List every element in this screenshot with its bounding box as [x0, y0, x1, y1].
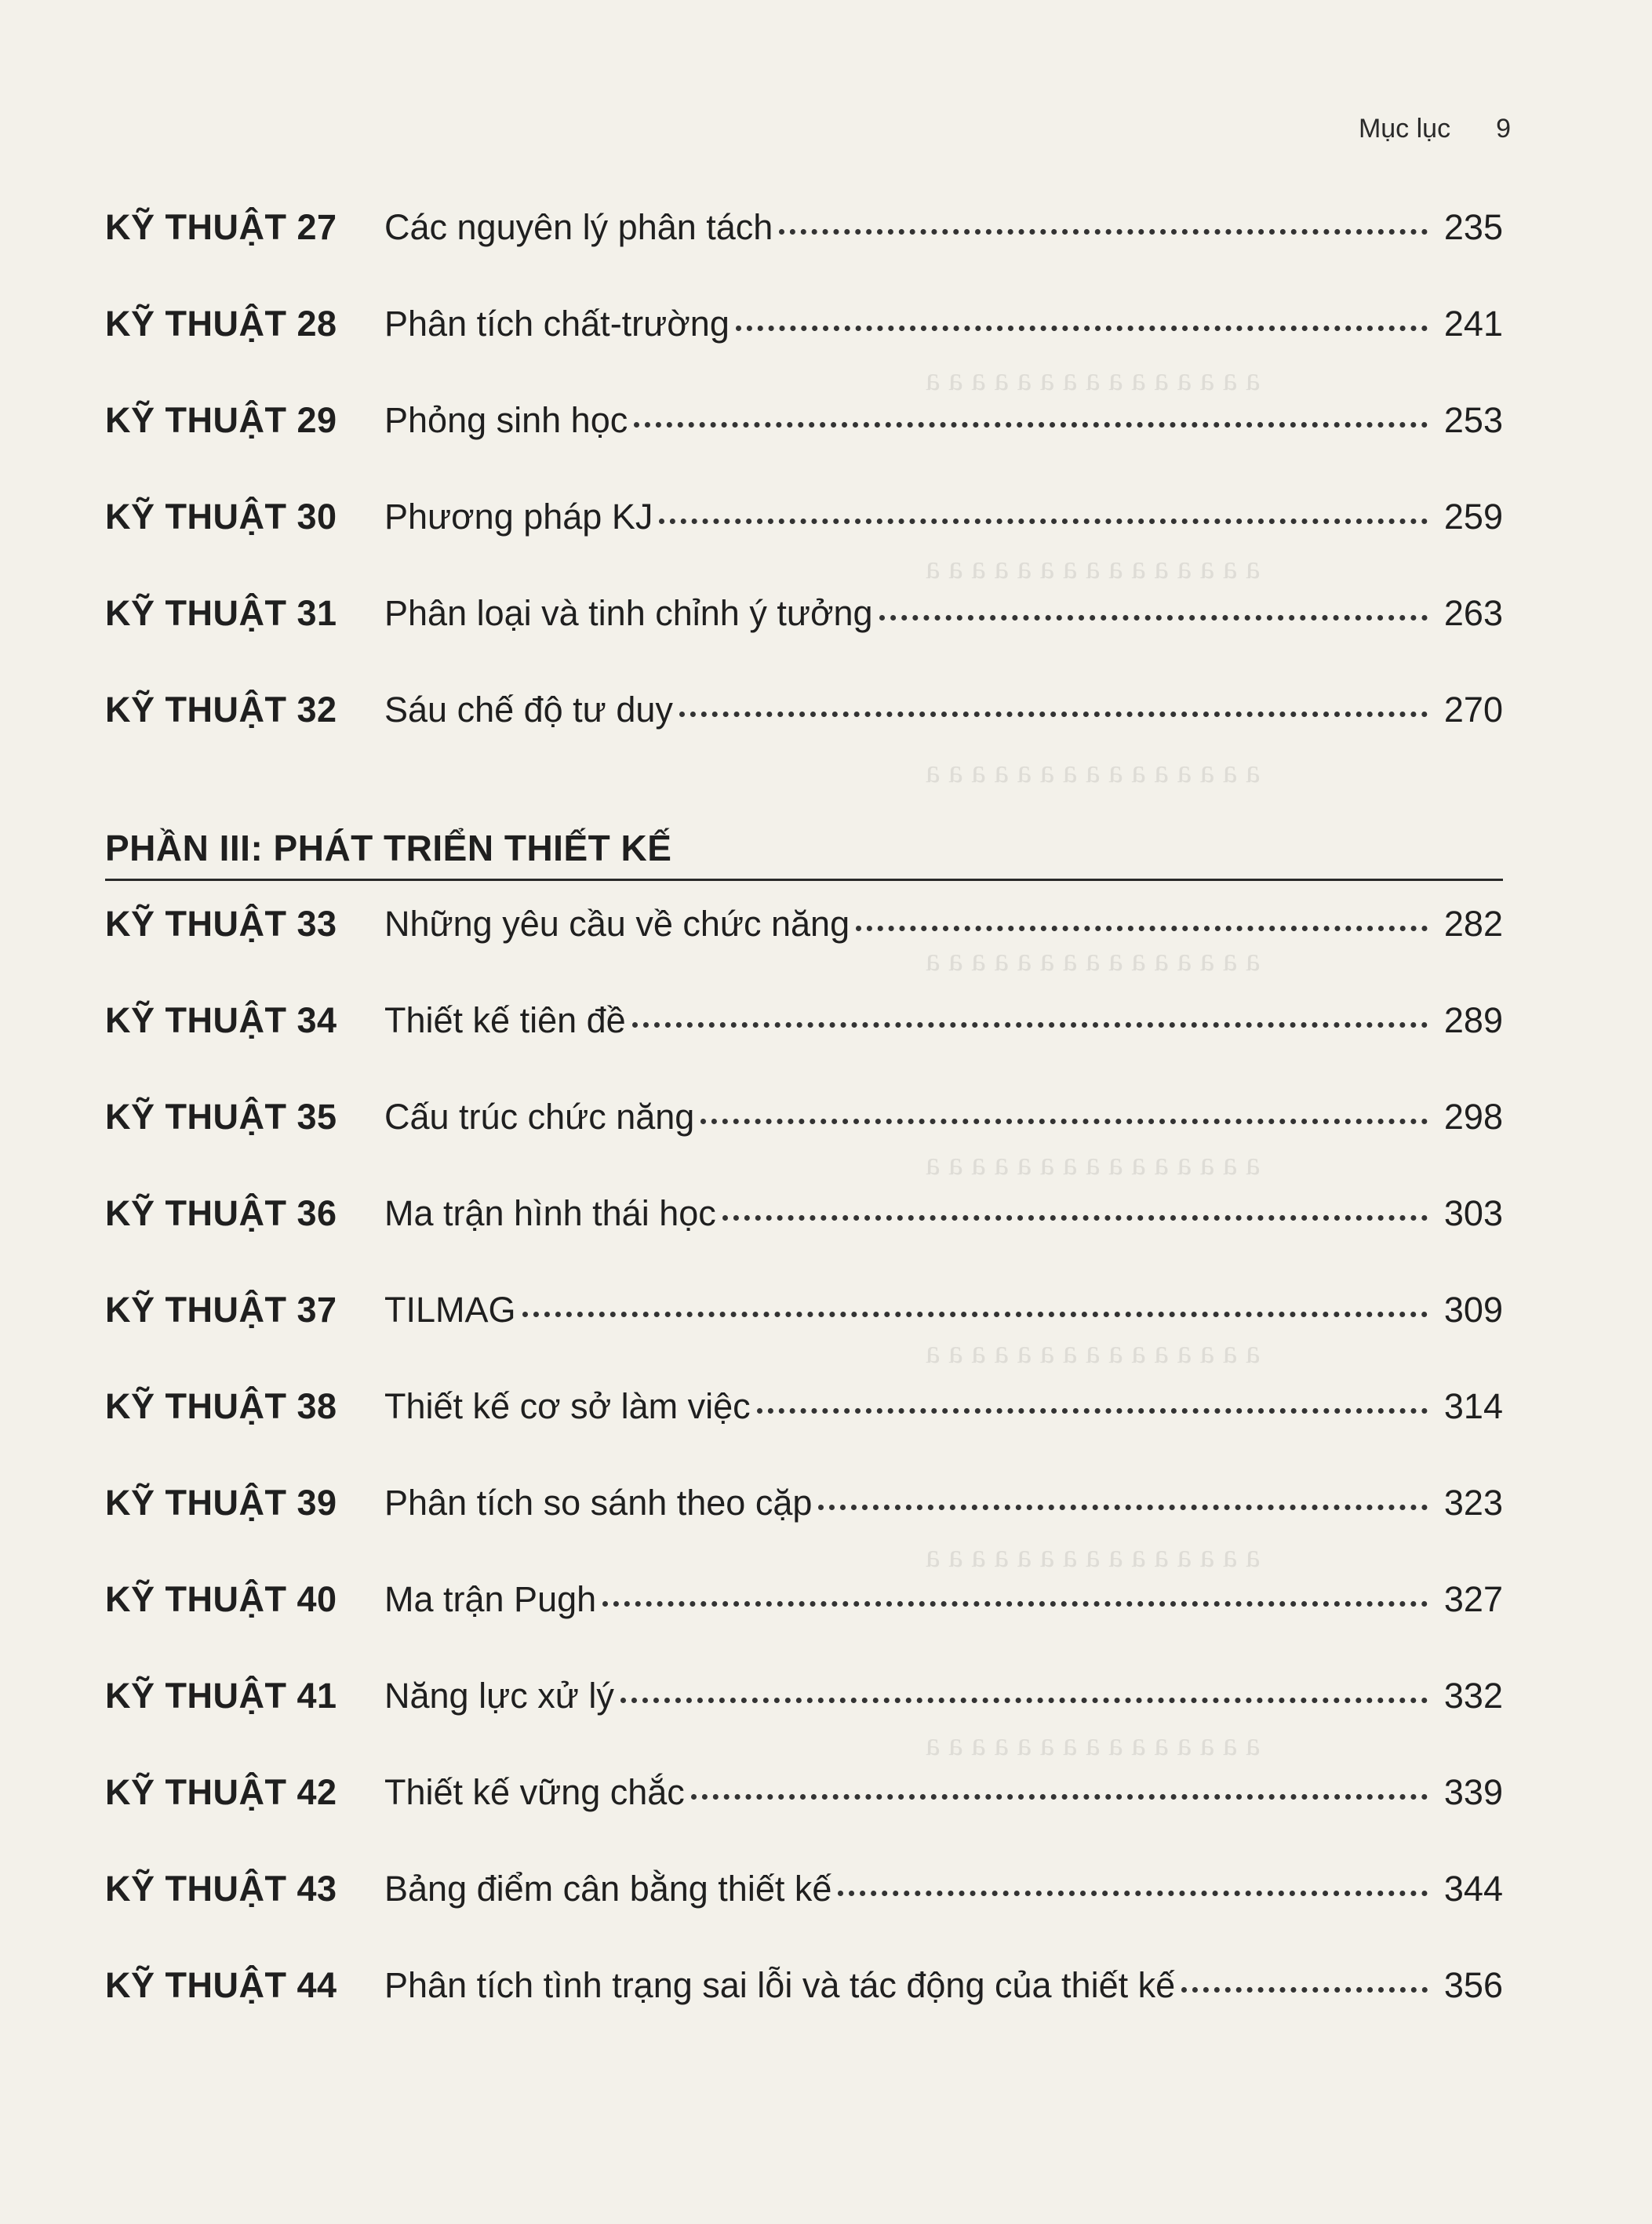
- section-title: PHẦN III: PHÁT TRIỂN THIẾT KẾ: [105, 828, 672, 868]
- dot-leader: [879, 588, 1428, 621]
- toc-entry-page: 309: [1443, 1290, 1503, 1330]
- toc-entry-number: KỸ THUẬT 33: [105, 904, 337, 944]
- dot-leader: [722, 1188, 1428, 1221]
- dot-leader: [602, 1574, 1428, 1607]
- toc-entry-32[interactable]: [105, 686, 1503, 783]
- toc-entry-40[interactable]: [105, 1576, 1503, 1673]
- dot-leader: [838, 1864, 1428, 1896]
- toc-entry-number: KỸ THUẬT 29: [105, 400, 337, 440]
- toc-entry-title: Thiết kế vững chắc: [384, 1772, 685, 1812]
- show-through-line: a a a a a a a a a a a a a a a: [926, 1727, 1261, 1763]
- toc-entry-title: Các nguyên lý phân tách: [384, 207, 773, 247]
- dot-leader: [757, 1381, 1428, 1414]
- toc-entry-page: 356: [1443, 1965, 1503, 2005]
- toc-entry-number: KỸ THUẬT 34: [105, 1000, 337, 1040]
- dot-leader: [779, 202, 1428, 235]
- toc-entry-title: Thiết kế tiên đề: [384, 1000, 626, 1040]
- toc-entry-38[interactable]: [105, 1383, 1503, 1480]
- toc-entry-30[interactable]: [105, 493, 1503, 590]
- toc-entry-number: KỸ THUẬT 27: [105, 207, 337, 247]
- show-through-line: a a a a a a a a a a a a a a a: [926, 1334, 1261, 1370]
- toc-entry-number: KỸ THUẬT 44: [105, 1965, 337, 2005]
- toc-entry-title: Ma trận Pugh: [384, 1579, 597, 1619]
- dot-leader: [522, 1285, 1428, 1317]
- toc-entry-title: Sáu chế độ tư duy: [384, 690, 673, 730]
- toc-entry-title: Phân tích tình trạng sai lỗi và tác động của thiết kế: [384, 1965, 1176, 2005]
- toc-entry-page: 339: [1443, 1772, 1503, 1812]
- dot-leader: [691, 1767, 1428, 1800]
- toc-entry-page: 344: [1443, 1869, 1503, 1909]
- toc-entry-title: Bảng điểm cân bằng thiết kế: [384, 1869, 832, 1909]
- toc-entry-page: 259: [1443, 497, 1503, 537]
- toc-entry-number: KỸ THUẬT 32: [105, 690, 337, 730]
- toc-entry-title: Phỏng sinh học: [384, 400, 628, 440]
- toc-entry-number: KỸ THUẬT 31: [105, 593, 337, 633]
- toc-entry-page: 282: [1443, 904, 1503, 944]
- toc-entry-39[interactable]: [105, 1480, 1503, 1576]
- toc-entry-page: 314: [1443, 1386, 1503, 1426]
- toc-entry-number: KỸ THUẬT 40: [105, 1579, 337, 1619]
- toc-entry-title: Những yêu cầu về chức năng: [384, 904, 850, 944]
- toc-entry-title: TILMAG: [384, 1290, 516, 1330]
- toc-entry-page: 298: [1443, 1097, 1503, 1137]
- dot-leader: [1181, 1960, 1428, 1993]
- toc-entry-page: 235: [1443, 207, 1503, 247]
- dot-leader: [632, 996, 1428, 1028]
- dot-leader: [679, 685, 1428, 717]
- toc-entry-page: 303: [1443, 1193, 1503, 1233]
- toc-entry-title: Năng lực xử lý: [384, 1676, 614, 1716]
- toc-entry-number: KỸ THUẬT 35: [105, 1097, 337, 1137]
- toc-entry-27[interactable]: [105, 204, 1503, 300]
- dot-leader: [659, 492, 1428, 524]
- page-number: 9: [1496, 113, 1511, 144]
- toc-entry-number: KỸ THUẬT 28: [105, 304, 337, 344]
- toc-entry-page: 323: [1443, 1483, 1503, 1523]
- toc-entry-33[interactable]: [105, 901, 1503, 997]
- toc-entry-title: Phương pháp KJ: [384, 497, 653, 537]
- toc-entry-number: KỸ THUẬT 43: [105, 1869, 337, 1909]
- toc-entry-page: 332: [1443, 1676, 1503, 1716]
- toc-entry-28[interactable]: [105, 300, 1503, 397]
- toc-entry-number: KỸ THUẬT 37: [105, 1290, 337, 1330]
- toc-entry-35[interactable]: [105, 1094, 1503, 1190]
- show-through-line: a a a a a a a a a a a a a a a: [926, 362, 1261, 398]
- toc-entry-number: KỸ THUẬT 38: [105, 1386, 337, 1426]
- toc-entry-44[interactable]: [105, 1962, 1503, 2058]
- toc-entry-34[interactable]: [105, 997, 1503, 1094]
- toc-entry-42[interactable]: [105, 1769, 1503, 1865]
- toc-entry-title: Ma trận hình thái học: [384, 1193, 716, 1233]
- dot-leader: [736, 299, 1428, 331]
- running-head: [1359, 110, 1511, 147]
- toc-entry-41[interactable]: [105, 1673, 1503, 1769]
- table-of-contents: [105, 204, 1503, 2058]
- dot-leader: [700, 1092, 1428, 1124]
- section-underline: [105, 879, 1503, 881]
- toc-entry-title: Phân tích so sánh theo cặp: [384, 1483, 813, 1523]
- show-through-line: a a a a a a a a a a a a a a a: [926, 1146, 1261, 1182]
- toc-entry-43[interactable]: [105, 1865, 1503, 1962]
- toc-entry-title: Phân loại và tinh chỉnh ý tưởng: [384, 593, 873, 633]
- show-through-line: a a a a a a a a a a a a a a a: [926, 942, 1261, 978]
- toc-entry-number: KỸ THUẬT 41: [105, 1676, 337, 1716]
- toc-entry-number: KỸ THUẬT 39: [105, 1483, 337, 1523]
- toc-entry-page: 253: [1443, 400, 1503, 440]
- dot-leader: [634, 395, 1428, 428]
- show-through-line: a a a a a a a a a a a a a a a: [926, 754, 1261, 790]
- toc-entry-title: Phân tích chất-trường: [384, 304, 730, 344]
- toc-entry-number: KỸ THUẬT 30: [105, 497, 337, 537]
- toc-entry-page: 289: [1443, 1000, 1503, 1040]
- toc-entry-number: KỸ THUẬT 36: [105, 1193, 337, 1233]
- toc-entry-37[interactable]: [105, 1287, 1503, 1383]
- toc-entry-29[interactable]: [105, 397, 1503, 493]
- show-through-line: a a a a a a a a a a a a a a a: [926, 1538, 1261, 1574]
- toc-entry-page: 327: [1443, 1579, 1503, 1619]
- toc-entry-31[interactable]: [105, 590, 1503, 686]
- toc-entry-page: 263: [1443, 593, 1503, 633]
- toc-entry-title: Thiết kế cơ sở làm việc: [384, 1386, 751, 1426]
- toc-entry-title: Cấu trúc chức năng: [384, 1097, 695, 1137]
- toc-entry-36[interactable]: [105, 1190, 1503, 1287]
- toc-entry-page: 241: [1443, 304, 1503, 344]
- dot-leader: [856, 899, 1428, 931]
- show-through-line: a a a a a a a a a a a a a a a: [926, 550, 1261, 586]
- running-head-title: Mục lục: [1358, 113, 1451, 144]
- section-heading-part-3: [105, 783, 1503, 901]
- toc-entry-page: 270: [1443, 690, 1503, 730]
- dot-leader: [620, 1671, 1428, 1703]
- toc-entry-number: KỸ THUẬT 42: [105, 1772, 337, 1812]
- dot-leader: [818, 1478, 1428, 1510]
